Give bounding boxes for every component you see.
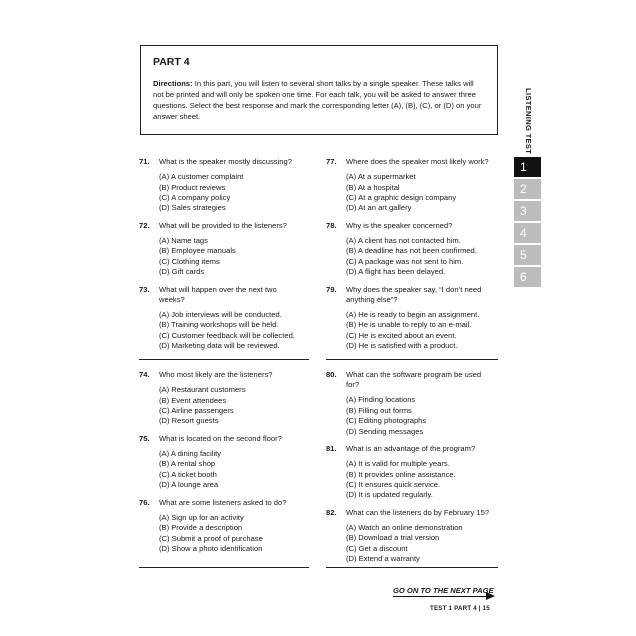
option-c[interactable]: (C) Customer feedback will be collected. [159, 330, 295, 340]
question-text: What is located on the second floor? [159, 433, 282, 443]
option-b[interactable]: (B) Event attendees [159, 395, 227, 405]
option-c[interactable]: (C) He is excited about an event. [346, 330, 457, 340]
tab-test-1[interactable]: 1 [514, 157, 541, 177]
question-text: Why does the speaker say, “I don’t need anything else”? [346, 284, 482, 304]
question-number: 78. [326, 220, 337, 230]
option-d[interactable]: (D) At an art gallery [346, 203, 412, 213]
question-79 [326, 285, 491, 352]
question-number: 80. [326, 370, 337, 379]
option-c[interactable]: (C) It ensures quick service. [346, 480, 441, 490]
option-b[interactable]: (B) Provide a description [159, 523, 243, 533]
question-number: 72. [139, 220, 150, 230]
question-number: 73. [139, 284, 150, 294]
option-a[interactable]: (A) Job interviews will be conducted. [159, 310, 282, 320]
question-80 [326, 370, 491, 437]
section-label: LISTENING TEST [524, 88, 533, 155]
option-a[interactable]: (A) Name tags [159, 236, 208, 246]
divider-bottom-right [326, 567, 498, 568]
option-c[interactable]: (C) Get a discount [346, 543, 408, 553]
directions-label: Directions: [153, 79, 193, 88]
question-75 [139, 434, 304, 491]
test-tabs [514, 157, 541, 289]
option-b[interactable]: (B) He is unable to reply to an e-mail. [346, 320, 472, 330]
option-a[interactable]: (A) It is valid for multiple years. [346, 459, 450, 469]
part-title: PART 4 [153, 56, 190, 68]
option-c[interactable]: (C) At a graphic design company [346, 193, 457, 203]
option-d[interactable]: (D) Marketing data will be reviewed. [159, 341, 280, 351]
question-82 [326, 508, 491, 565]
divider-bottom-left [139, 567, 309, 568]
question-group-74-76 [139, 370, 304, 554]
question-number: 76. [139, 497, 150, 507]
option-b[interactable]: (B) Filling out forms [346, 405, 412, 415]
directions-box [140, 45, 498, 135]
go-on-next-page: GO ON TO THE NEXT PAGE [393, 586, 494, 595]
option-a[interactable]: (A) Sign up for an activity [159, 512, 244, 522]
question-78 [326, 221, 491, 278]
question-text: What is the speaker mostly discussing? [159, 157, 292, 166]
question-text: Who most likely are the listeners? [159, 370, 273, 379]
question-text: What can the software program be used for? [346, 370, 482, 390]
question-text: What will happen over the next two weeks? [159, 284, 277, 304]
option-d[interactable]: (D) Resort guests [159, 416, 219, 426]
question-number: 71. [139, 157, 150, 166]
option-a[interactable]: (A) A customer complaint [159, 172, 244, 182]
option-b[interactable]: (B) Training workshops will be held. [159, 320, 279, 330]
question-text: What will be provided to the listeners? [159, 220, 287, 230]
option-d[interactable]: (D) Extend a warranty [346, 554, 420, 564]
directions-text [153, 78, 485, 122]
question-number: 82. [326, 507, 337, 517]
arrow-right-icon [486, 592, 495, 600]
question-number: 77. [326, 157, 337, 166]
question-72 [139, 221, 304, 278]
option-a[interactable]: (A) At a supermarket [346, 172, 416, 182]
question-number: 79. [326, 284, 337, 294]
option-d[interactable]: (D) He is satisfied with a product. [346, 341, 458, 351]
question-number: 74. [139, 370, 150, 379]
option-a[interactable]: (A) A client has not contacted him. [346, 236, 461, 246]
option-d[interactable]: (D) Sending messages [346, 426, 424, 436]
question-81 [326, 444, 491, 501]
page-footer: TEST 1 PART 4 | 15 [430, 605, 490, 612]
question-group-71-73 [139, 157, 304, 352]
question-text: Why is the speaker concerned? [346, 220, 453, 230]
option-d[interactable]: (D) Show a photo identification [159, 544, 263, 554]
option-a[interactable]: (A) Watch an online demonstration [346, 523, 463, 533]
option-d[interactable]: (D) A lounge area [159, 480, 219, 490]
option-b[interactable]: (B) It provides online assistance. [346, 469, 456, 479]
option-b[interactable]: (B) Employee manuals [159, 246, 236, 256]
question-71 [139, 157, 304, 214]
option-b[interactable]: (B) A rental shop [159, 459, 216, 469]
option-c[interactable]: (C) Editing photographs [346, 416, 427, 426]
question-number: 81. [326, 444, 337, 454]
option-d[interactable]: (D) A flight has been delayed. [346, 267, 446, 277]
tab-test-5[interactable]: 5 [514, 245, 541, 265]
question-text: What can the listeners do by February 15? [346, 507, 490, 517]
option-d[interactable]: (D) Gift cards [159, 267, 205, 277]
tab-test-6[interactable]: 6 [514, 267, 541, 287]
question-text: What is an advantage of the program? [346, 444, 476, 454]
option-c[interactable]: (C) Clothing items [159, 256, 220, 266]
option-a[interactable]: (A) Finding locations [346, 395, 416, 405]
question-text: Where does the speaker most likely work? [346, 157, 489, 166]
divider-left [139, 359, 309, 360]
option-c[interactable]: (C) A ticket booth [159, 469, 217, 479]
directions-body: In this part, you will listen to several short talks by a single speaker. These talks will not be printed and will only be spoken one time. For each talk, you will be asked to answer three questions. Select the best response and mark the corresponding letter (A), (B), (C), or (D) on your answer sheet. [153, 79, 482, 121]
question-number: 75. [139, 433, 150, 443]
option-c[interactable]: (C) A company policy [159, 193, 231, 203]
question-group-77-79 [326, 157, 491, 352]
option-c[interactable]: (C) Submit a proof of purchase [159, 533, 263, 543]
question-76 [139, 498, 304, 555]
option-a[interactable]: (A) Restaurant customers [159, 385, 246, 395]
divider-right [326, 359, 498, 360]
option-c[interactable]: (C) A package was not sent to him. [346, 256, 464, 266]
question-text: What are some listeners asked to do? [159, 497, 287, 507]
option-c[interactable]: (C) Airline passengers [159, 406, 234, 416]
question-group-80-82 [326, 370, 491, 565]
tab-test-3[interactable]: 3 [514, 201, 541, 221]
option-a[interactable]: (A) He is ready to begin an assignment. [346, 310, 480, 320]
option-b[interactable]: (B) At a hospital [346, 182, 400, 192]
question-73 [139, 285, 304, 352]
option-b[interactable]: (B) Product reviews [159, 182, 226, 192]
tab-test-2[interactable]: 2 [514, 179, 541, 199]
option-d[interactable]: (D) Sales strategies [159, 203, 226, 213]
question-74 [139, 370, 304, 427]
option-a[interactable]: (A) A dining facility [159, 449, 222, 459]
option-b[interactable]: (B) Download a trial version [346, 533, 440, 543]
tab-test-4[interactable]: 4 [514, 223, 541, 243]
question-77 [326, 157, 491, 214]
next-page-arrow-line [393, 596, 488, 597]
option-d[interactable]: (D) It is updated regularly. [346, 490, 433, 500]
option-b[interactable]: (B) A deadline has not been confirmed. [346, 246, 477, 256]
